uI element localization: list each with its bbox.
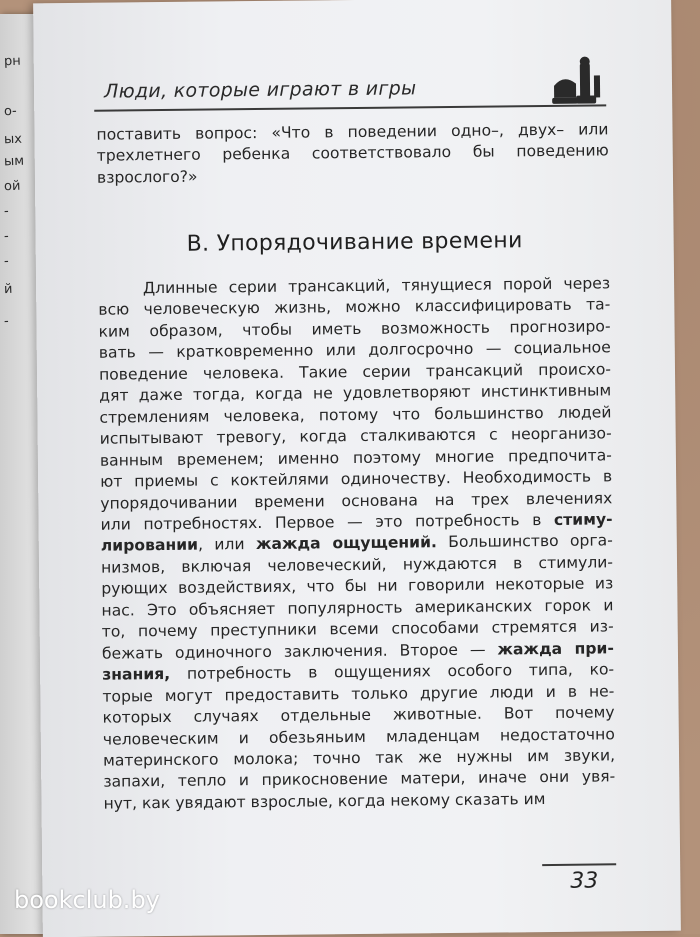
text-segment: ким образом, чтобы иметь возможность прогнозиро- [98,317,611,341]
bold-term: лировании [100,536,199,556]
body-paragraph [98,273,616,815]
back-page-fragment: - [3,203,9,220]
text-segment: которых случаях отдельные животные. Вот почему [102,703,615,727]
text-segment: низмов, включая человеческий, нуждаются в стимули- [100,553,614,577]
text-segment: вать — кратковременно или долгосрочно — социальное [98,338,611,363]
back-page-fragment: - [3,313,9,330]
text-segment: запахи, тепло и прикосновение матери, иначе они увя- [103,767,616,792]
body-line [103,788,615,815]
intro-paragraph [96,119,609,189]
text-segment: всю человеческую жизнь, можно классифицировать та- [98,295,611,320]
text-segment: Длинные серии трансакций, тянущиеся порой через [98,274,611,298]
header-rule [94,104,606,111]
text-segment: дят даже тогда, когда не удовлетворяют инстинктивным [99,381,612,405]
back-page-fragment: ым [3,153,25,170]
text-segment: бежать одиночного заключения. Второе — [101,640,498,663]
back-page-fragment: о- [3,103,17,120]
back-page-fragment: й [3,281,13,298]
section-heading: В. Упорядочивание времени [186,228,523,257]
back-page-fragment: ых [3,131,23,148]
bold-term: жажда ощущений. [255,533,437,554]
text-segment: потребность в ощущениях особого типа, ко- [170,660,615,684]
text-segment: материнского молока; точно так же нужны им звуки, [102,746,616,770]
text-segment: торые могут предоставить только другие люди и в не- [102,681,615,706]
text-segment: Большинство орга- [436,531,613,552]
text-segment: поведение человека. Такие серии трансакций происхо- [98,360,612,384]
text-segment: , или [197,535,257,555]
intro-line: поставить вопрос: «Что в поведении одно–, двух– или [96,120,609,144]
text-segment: стремлениям человека, потому что большинство людей [99,403,612,427]
bold-term: жажда при- [497,639,615,659]
text-segment: или потребностях. Первое — это потребность в [100,510,555,534]
bold-term: знания, [102,665,171,684]
text-segment: ванным временем; именно поэтому многие предпочита- [99,445,612,470]
watermark-text: bookclub.by [14,886,160,914]
chess-figure-icon [550,55,607,108]
text-segment: упорядочивании времени основана на трех влечениях [100,488,613,513]
back-page-fragment: рн [3,53,22,70]
running-head: Люди, которые играют в игры [103,77,417,103]
book-page [33,0,681,937]
text-segment: ют приемы с коктейлями одиночеству. Необходимость в [100,467,613,491]
back-page-fragment: - [3,228,9,245]
back-page-fragment: ой [3,178,21,195]
text-segment: испытывают тревогу, когда сталкиваются с неорганизо- [99,424,612,448]
text-segment: нас. Это объясняет популярность американских горок и [101,596,614,620]
bold-term: стиму- [553,510,613,529]
intro-line: взрослого?» [96,167,198,187]
footer-rule [542,863,616,865]
intro-line: трехлетнего ребенка соответствовало бы поведению [96,141,609,166]
text-segment: нут, как увядают взрослые, когда некому сказать им [103,789,546,813]
page-number: 33 [570,868,599,894]
back-page-fragment: - [3,253,9,270]
text-segment: человеческим и обезьяньим младенцам недостаточно [102,724,615,749]
text-segment: то, почему преступники всеми способами стремятся из- [101,617,614,641]
text-segment: рующих воздействиях, что бы ни говорили некоторые из [101,574,614,599]
